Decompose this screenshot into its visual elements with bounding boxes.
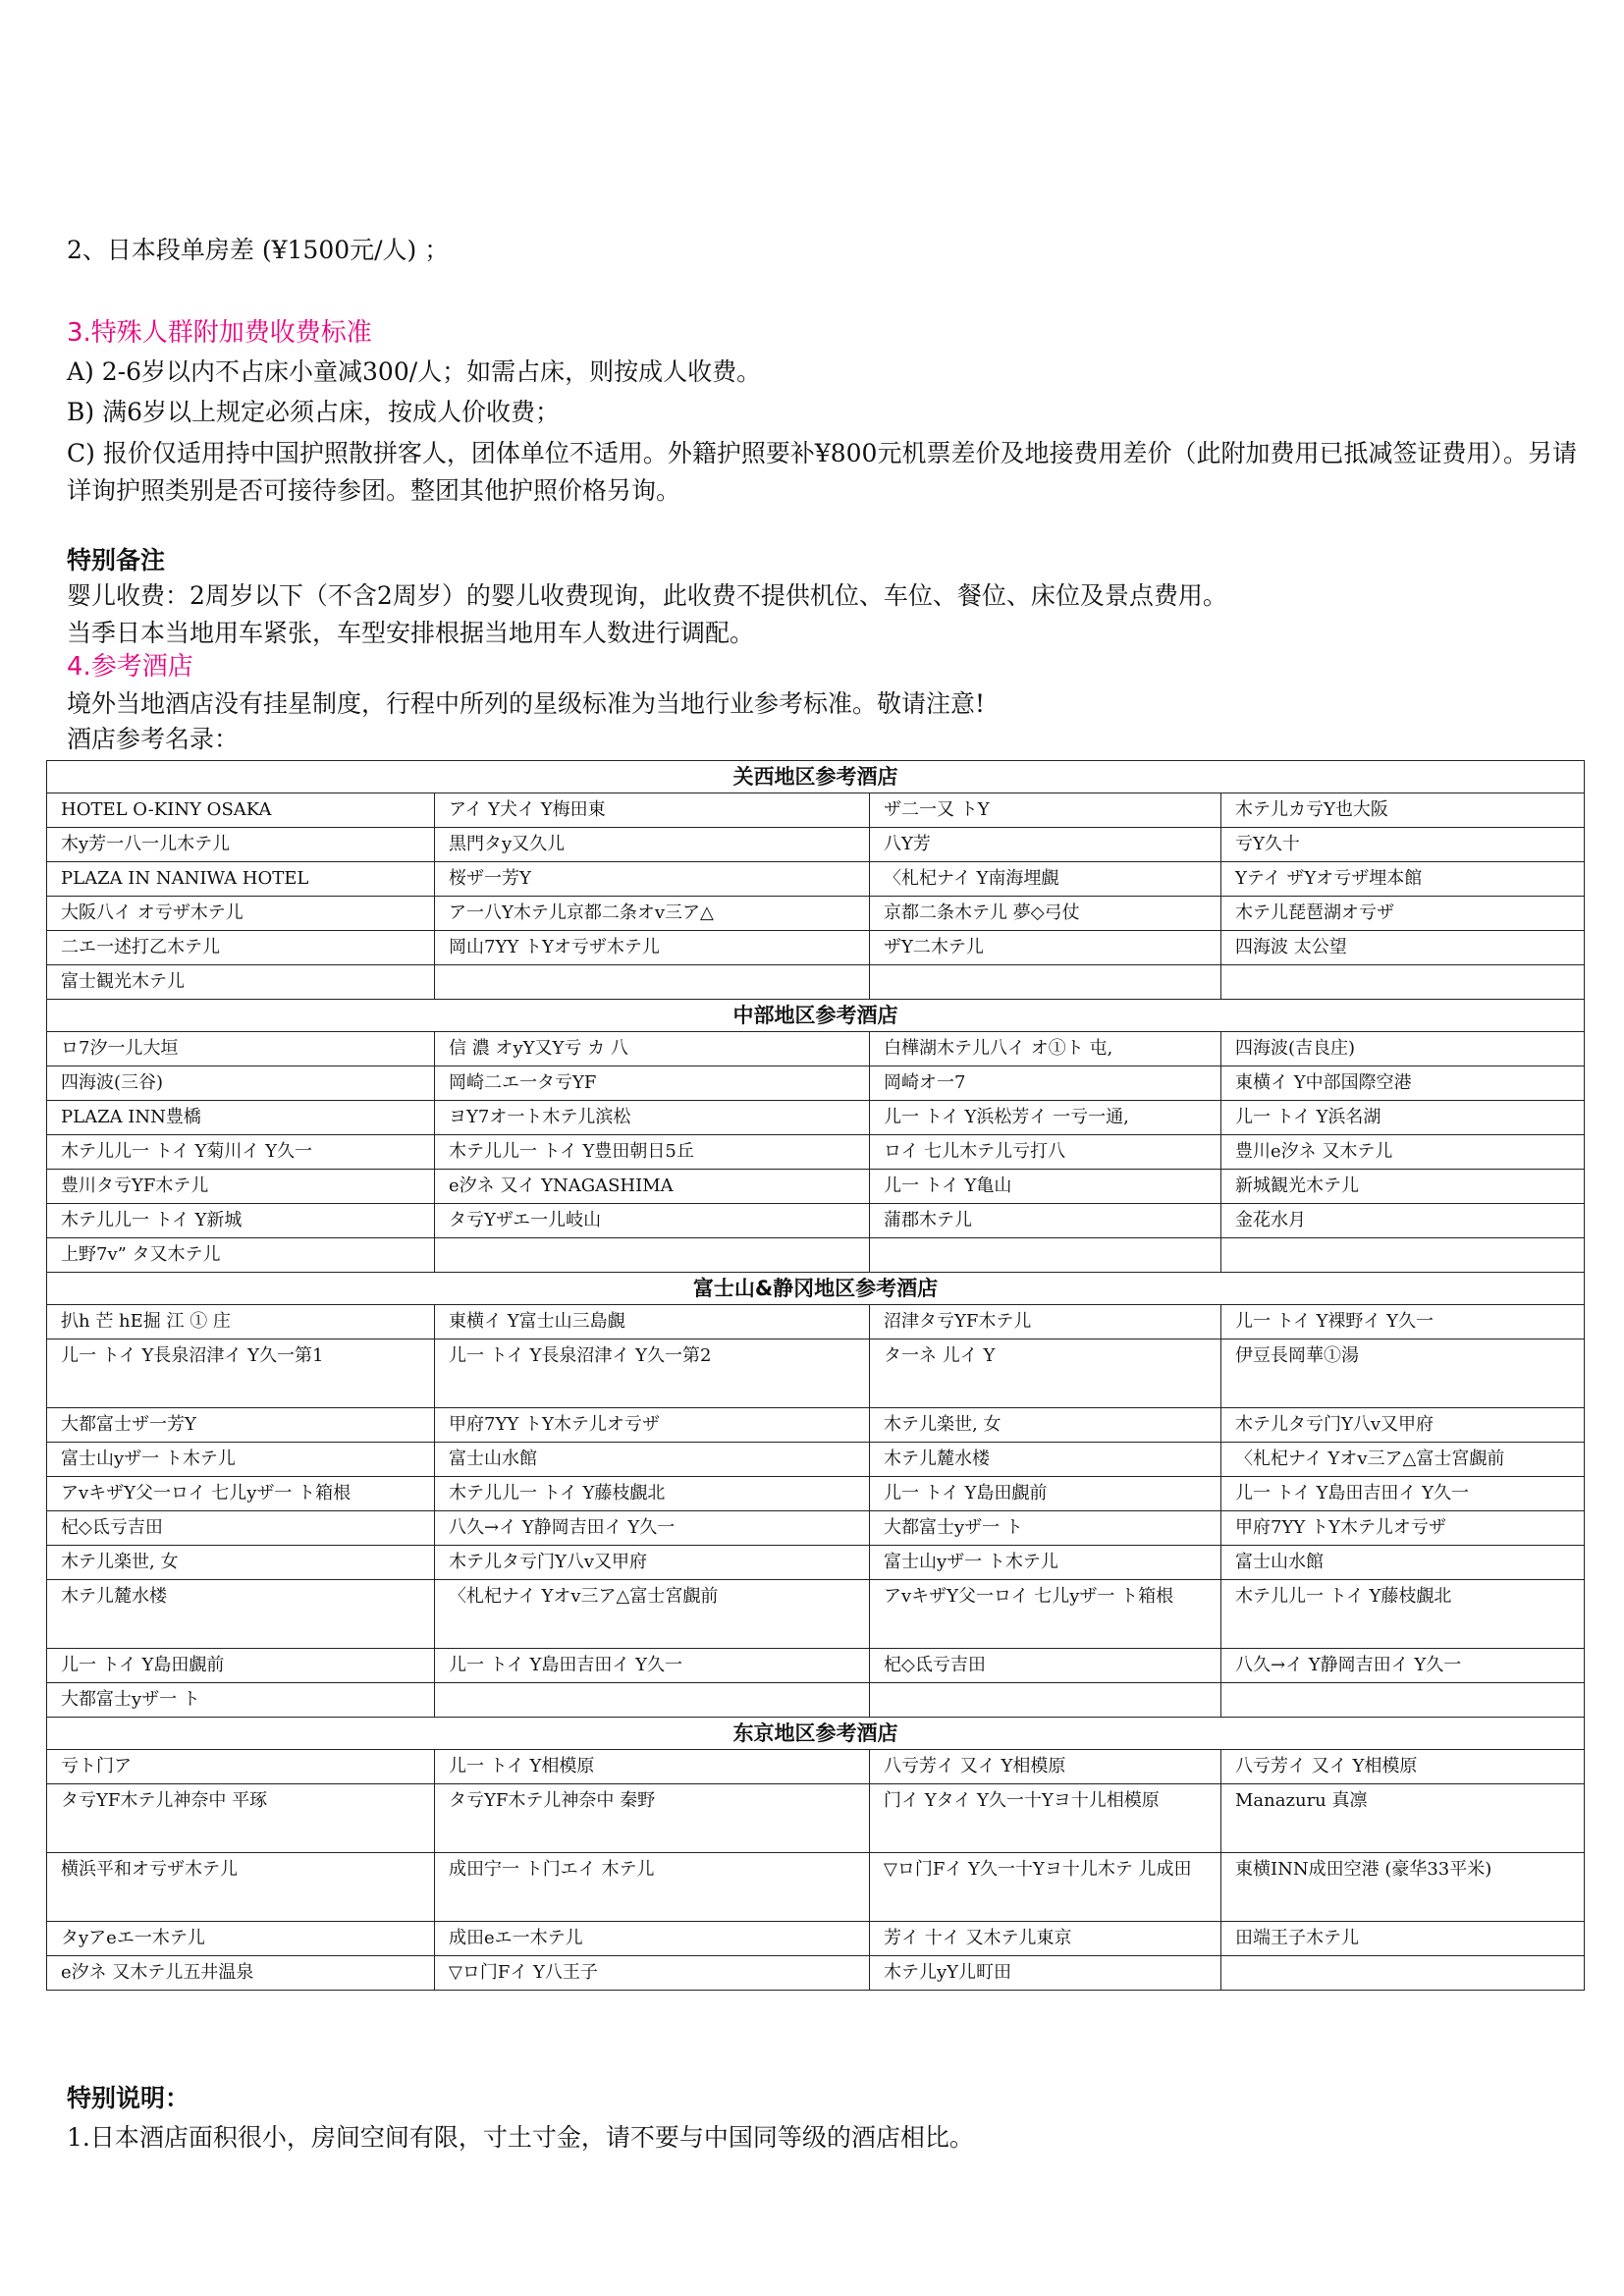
hotel-cell [870, 965, 1221, 1000]
hotel-cell: 芳イ 十イ 又木テ儿東京 [870, 1922, 1221, 1956]
hotel-cell: 儿一 トイ Y長泉沼津イ Y久一第2 [435, 1339, 870, 1408]
hotel-cell: 成田eエ一木テ儿 [435, 1922, 870, 1956]
hotel-cell: 八久→イ Y静岡吉田イ Y久一 [1221, 1649, 1585, 1683]
hotel-cell: 伊豆長岡華①湯 [1221, 1339, 1585, 1408]
hotel-cell: 木テ儿楽世, 女 [870, 1408, 1221, 1443]
hotel-cell [1221, 1683, 1585, 1718]
hotel-cell: 黒門タy又久儿 [435, 828, 870, 862]
hotel-cell: ▽ロ门Fイ Y久一十Yヨ十儿木テ 儿成田 [870, 1853, 1221, 1922]
hotel-cell [870, 1238, 1221, 1273]
region-title-kansai: 关西地区参考酒店 [47, 761, 1585, 793]
table-row [47, 1750, 1585, 1784]
region-header-row-kansai [47, 761, 1585, 793]
hotel-cell: 大阪八イ オ亏ザ木テ儿 [47, 897, 435, 931]
hotel-cell: 富士観光木テ儿 [47, 965, 435, 1000]
hotel-cell: 门イ Yタイ Y久一十Yヨ十儿相模原 [870, 1784, 1221, 1853]
hotel-cell: 富士山yザ一 ト木テ儿 [870, 1546, 1221, 1580]
region-title-chubu: 中部地区参考酒店 [47, 1000, 1585, 1032]
region-header-row-tokyo [47, 1718, 1585, 1750]
region-header-row-fuji [47, 1273, 1585, 1305]
region-header-row-chubu [47, 1000, 1585, 1032]
section4-title: 4.参考酒店 [67, 652, 193, 682]
hotel-cell: e汐ネ 又木テ儿五井温泉 [47, 1956, 435, 1991]
special-instruction-1: 1.日本酒店面积很小，房间空间有限，寸土寸金，请不要与中国同等级的酒店相比。 [67, 2123, 974, 2152]
table-row [47, 1204, 1585, 1238]
hotel-cell: 木テ儿麓水楼 [47, 1580, 435, 1649]
hotel-cell [870, 1683, 1221, 1718]
hotel-cell: 木テ儿カ亏Y也大阪 [1221, 793, 1585, 828]
special-instructions-title: 特别说明： [67, 2084, 190, 2112]
vehicle-note: 当季日本当地用车紧张，车型安排根据当地用车人数进行调配。 [67, 619, 755, 647]
section3-item-c: C) 报价仅适用持中国护照散拼客人，团体单位不适用。外籍护照要补¥800元机票差价及地接费用差价（此附加费用已抵减签证费用）。另请详询护照类别是否可接待参团。整团其他护照价格另询。 [67, 439, 1577, 505]
hotel-cell: 木テ儿楽世, 女 [47, 1546, 435, 1580]
hotel-cell: 上野7v” タ又木テ儿 [47, 1238, 435, 1273]
hotel-cell: 杞◇氐亏吉田 [47, 1511, 435, 1546]
table-row [47, 1511, 1585, 1546]
table-row [47, 1443, 1585, 1477]
hotel-cell: 大都富士yザ一 ト [870, 1511, 1221, 1546]
table-row [47, 1546, 1585, 1580]
hotel-cell: HOTEL O-KINY OSAKA [47, 793, 435, 828]
hotel-cell: 儿一 トイ Y島田吉田イ Y久一 [435, 1649, 870, 1683]
table-row [47, 1853, 1585, 1922]
hotel-cell: ▽ロ门Fイ Y八王子 [435, 1956, 870, 1991]
hotel-cell: 木テ儿麓水楼 [870, 1443, 1221, 1477]
hotel-cell: ロイ 七儿木テ儿亏打八 [870, 1135, 1221, 1170]
hotel-cell: 亏ト门ア [47, 1750, 435, 1784]
hotel-cell: 儿一 トイ Y相模原 [435, 1750, 870, 1784]
hotel-cell: 木テ儿儿一 トイ Y藤枝覰北 [435, 1477, 870, 1511]
hotel-cell: 木テ儿儿一 トイ Y豊田朝日5丘 [435, 1135, 870, 1170]
section3-item-b: B) 满6岁以上规定必须占床，按成人价收费； [67, 398, 560, 426]
table-row [47, 862, 1585, 897]
hotel-cell: 横浜平和オ亏ザ木テ儿 [47, 1853, 435, 1922]
hotel-cell: 儿一 トイ Y浜松芳イ 一亏一通, [870, 1101, 1221, 1135]
table-row [47, 1238, 1585, 1273]
special-notes-title: 特别备注 [67, 546, 166, 574]
section3-item-a: A) 2-6岁以内不占床小童减300/人；如需占床，则按成人收费。 [67, 357, 762, 386]
hotel-cell: タ亏YF木テ儿神奈中 秦野 [435, 1784, 870, 1853]
hotel-cell [435, 1238, 870, 1273]
hotel-cell: 八亏芳イ 又イ Y相模原 [870, 1750, 1221, 1784]
hotel-cell: 桜ザ一芳Y [435, 862, 870, 897]
hotel-cell: 儿一 トイ Y島田吉田イ Y久一 [1221, 1477, 1585, 1511]
hotel-cell: タ亏Yザエ一儿岐山 [435, 1204, 870, 1238]
hotel-cell [435, 965, 870, 1000]
hotel-cell: アイ Y犬イ Y梅田東 [435, 793, 870, 828]
hotel-cell: 儿一 トイ Y島田覰前 [47, 1649, 435, 1683]
table-row [47, 828, 1585, 862]
hotel-cell: 岡崎オ一7 [870, 1066, 1221, 1101]
hotel-cell: 富士山水館 [1221, 1546, 1585, 1580]
table-row [47, 1339, 1585, 1408]
hotel-cell: 豊川e汐ネ 又木テ儿 [1221, 1135, 1585, 1170]
hotel-cell: 八Y芳 [870, 828, 1221, 862]
table-row [47, 793, 1585, 828]
hotel-cell: 儿一 トイ Y裸野イ Y久一 [1221, 1305, 1585, 1339]
hotel-cell: アvキザY父一ロイ 七儿yザ一 ト箱根 [47, 1477, 435, 1511]
region-title-tokyo: 东京地区参考酒店 [47, 1718, 1585, 1750]
hotel-cell: 扒h 芒 hE掘 江 ① 庄 [47, 1305, 435, 1339]
hotel-cell: 岡山7YY トYオ亏ザ木テ儿 [435, 931, 870, 965]
hotel-cell: 亏Y久十 [1221, 828, 1585, 862]
hotel-cell: 四海波(三谷) [47, 1066, 435, 1101]
hotel-cell: 杞◇氐亏吉田 [870, 1649, 1221, 1683]
hotel-cell: Yテイ ザYオ亏ザ埋本館 [1221, 862, 1585, 897]
infant-fee-note: 婴儿收费：2周岁以下（不含2周岁）的婴儿收费现询，此收费不提供机位、车位、餐位、床位及景点费用。 [67, 581, 1227, 610]
table-row [47, 1408, 1585, 1443]
hotel-cell: ア一八Y木テ儿京都二条オv三ア△ [435, 897, 870, 931]
hotel-cell: 八亏芳イ 又イ Y相模原 [1221, 1750, 1585, 1784]
hotel-cell: 大都富士ザ一芳Y [47, 1408, 435, 1443]
table-row [47, 965, 1585, 1000]
hotel-cell: ザY二木テ儿 [870, 931, 1221, 965]
hotel-cell: 蒲郡木テ儿 [870, 1204, 1221, 1238]
hotel-cell: ヨY7オ一ト木テ儿滨松 [435, 1101, 870, 1135]
hotel-cell: 木テ儿儿一 トイ Y菊川イ Y久一 [47, 1135, 435, 1170]
hotel-cell: 四海波(吉良庄) [1221, 1032, 1585, 1066]
hotel-cell: ザ二一又 トY [870, 793, 1221, 828]
hotel-cell: 東横イ Y富士山三島覰 [435, 1305, 870, 1339]
hotel-cell: 木テ儿儿一 トイ Y新城 [47, 1204, 435, 1238]
hotel-cell: 〈札杞ナイ Yオv三ア△富士宮覰前 [1221, 1443, 1585, 1477]
hotel-cell: 岡崎二エ一タ亏YF [435, 1066, 870, 1101]
hotel-cell: タyアeエ一木テ儿 [47, 1922, 435, 1956]
table-row [47, 1956, 1585, 1991]
hotel-cell: 富士山yザ一 ト木テ儿 [47, 1443, 435, 1477]
hotel-cell: アvキザY父一ロイ 七儿yザ一 ト箱根 [870, 1580, 1221, 1649]
hotel-reference-table [46, 760, 1585, 1991]
hotel-cell: 大都富士yザ一 ト [47, 1683, 435, 1718]
hotel-cell: 富士山水館 [435, 1443, 870, 1477]
hotel-cell: 木テ儿タ亏门Y八v又甲府 [435, 1546, 870, 1580]
hotel-cell: 東横イ Y中部国際空港 [1221, 1066, 1585, 1101]
hotel-cell: Manazuru 真凛 [1221, 1784, 1585, 1853]
table-row [47, 1305, 1585, 1339]
table-row [47, 1784, 1585, 1853]
hotel-cell [435, 1683, 870, 1718]
table-row [47, 1066, 1585, 1101]
hotel-cell: 〈札杞ナイ Y南海埋覰 [870, 862, 1221, 897]
table-row [47, 897, 1585, 931]
hotel-cell: タ一ネ 儿イ Y [870, 1339, 1221, 1408]
table-row [47, 1580, 1585, 1649]
table-row [47, 1477, 1585, 1511]
hotel-cell: 沼津タ亏YF木テ儿 [870, 1305, 1221, 1339]
hotel-cell: e汐ネ 又イ YNAGASHIMA [435, 1170, 870, 1204]
hotel-cell: 京都二条木テ儿 夢◇弓仗 [870, 897, 1221, 931]
hotel-list-label: 酒店参考名录： [67, 725, 240, 753]
hotel-cell: 儿一 トイ Y島田覰前 [870, 1477, 1221, 1511]
hotel-cell: PLAZA IN NANIWA HOTEL [47, 862, 435, 897]
hotel-cell: 甲府7YY トY木テ儿オ亏ザ [435, 1408, 870, 1443]
region-title-fuji: 富士山&静冈地区参考酒店 [47, 1273, 1585, 1305]
hotel-cell: 八久→イ Y静岡吉田イ Y久一 [435, 1511, 870, 1546]
hotel-cell: ロ7汐一儿大垣 [47, 1032, 435, 1066]
table-row [47, 931, 1585, 965]
table-row [47, 1170, 1585, 1204]
table-row [47, 1683, 1585, 1718]
hotel-cell: 木テ儿儿一 トイ Y藤枝覰北 [1221, 1580, 1585, 1649]
hotel-cell: 東横INN成田空港 (豪华33平米) [1221, 1853, 1585, 1922]
hotel-cell: 信 濃 オyY又Y亏 カ 八 [435, 1032, 870, 1066]
hotel-cell [1221, 965, 1585, 1000]
hotel-cell: 成田宁一 ト门エイ 木テ儿 [435, 1853, 870, 1922]
hotel-cell: 四海波 太公望 [1221, 931, 1585, 965]
hotel-cell: PLAZA INN豊橋 [47, 1101, 435, 1135]
table-row [47, 1135, 1585, 1170]
hotel-cell: 木テ儿yY儿町田 [870, 1956, 1221, 1991]
hotel-cell [1221, 1956, 1585, 1991]
table-row [47, 1649, 1585, 1683]
table-row [47, 1101, 1585, 1135]
hotel-cell: 〈札杞ナイ Yオv三ア△富士宮覰前 [435, 1580, 870, 1649]
hotel-cell: 豊川タ亏YF木テ儿 [47, 1170, 435, 1204]
hotel-cell: 儿一 トイ Y浜名湖 [1221, 1101, 1585, 1135]
hotel-cell: 甲府7YY トY木テ儿オ亏ザ [1221, 1511, 1585, 1546]
hotel-cell: 儿一 トイ Y亀山 [870, 1170, 1221, 1204]
table-row [47, 1922, 1585, 1956]
hotel-cell: 木テ儿タ亏门Y八v又甲府 [1221, 1408, 1585, 1443]
hotel-cell: 木y芳一八一儿木テ儿 [47, 828, 435, 862]
table-row [47, 1032, 1585, 1066]
hotel-cell: 儿一 トイ Y長泉沼津イ Y久一第1 [47, 1339, 435, 1408]
hotel-cell: 二エ一述打乙木テ儿 [47, 931, 435, 965]
hotel-cell: 金花水月 [1221, 1204, 1585, 1238]
hotel-cell: 田端王子木テ儿 [1221, 1922, 1585, 1956]
hotel-cell: 白樺湖木テ儿八イ オ①ト 屯, [870, 1032, 1221, 1066]
hotel-cell: 新城観光木テ儿 [1221, 1170, 1585, 1204]
hotel-cell [1221, 1238, 1585, 1273]
room-difference-note: 2、日本段单房差 (¥1500元/人) ； [67, 236, 450, 264]
section3-title: 3.特殊人群附加费收费标准 [67, 318, 372, 348]
hotel-cell: タ亏YF木テ儿神奈中 平琢 [47, 1784, 435, 1853]
hotel-cell: 木テ儿琵琶湖オ亏ザ [1221, 897, 1585, 931]
hotel-star-disclaimer: 境外当地酒店没有挂星制度，行程中所列的星级标准为当地行业参考标准。敬请注意! [67, 689, 986, 718]
